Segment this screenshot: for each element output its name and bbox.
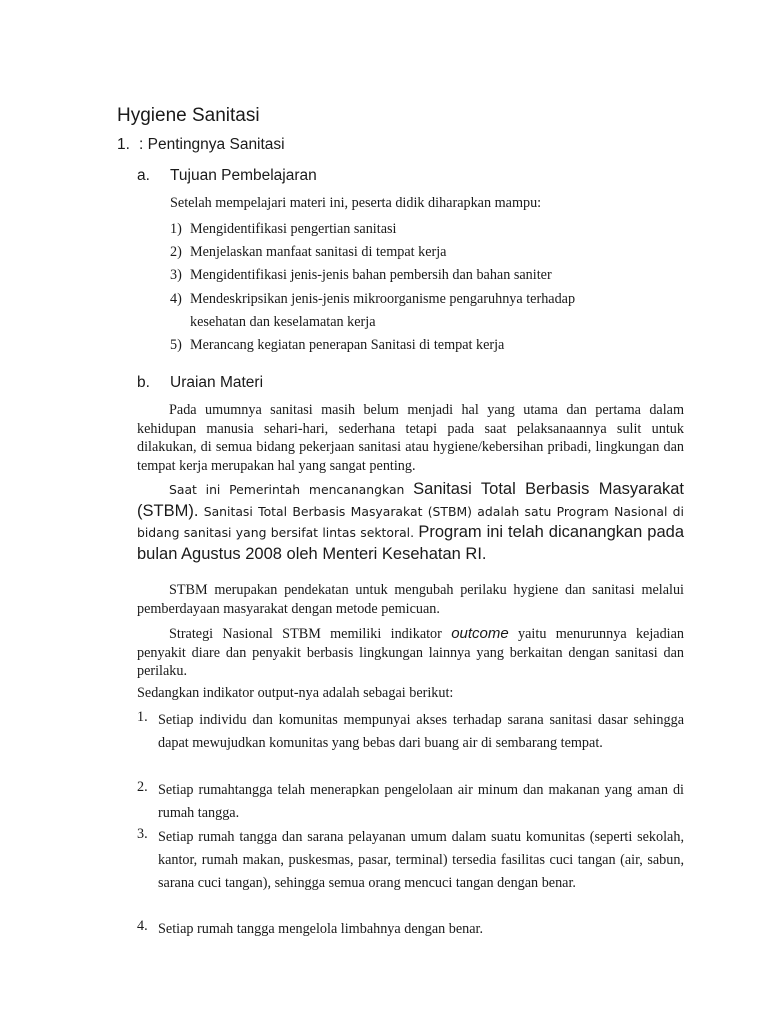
document-title: Hygiene Sanitasi [117,105,260,126]
objective-text-continued: kesehatan dan keselamatan kerja [190,314,376,330]
strategy-text-a: Strategi Nasional STBM memiliki indikator [169,626,452,642]
output-number: 4. [137,918,148,934]
objective-item [170,221,396,238]
paragraph-stbm [137,479,684,565]
objective-text: Menjelaskan manfaat sanitasi di tempat kerja [190,244,447,260]
output-text: Setiap rumah tangga mengelola limbahnya dengan benar. [158,921,484,937]
paragraph-stbm-approach [137,581,684,618]
objective-item [170,267,552,284]
subsection-b-heading [137,374,263,392]
objective-text: Merancang kegiatan penerapan Sanitasi di tempat kerja [190,337,505,353]
output-intro: Sedangkan indikator output-nya adalah sebagai berikut: [137,685,454,701]
objective-text: Mengidentifikasi jenis-jenis bahan pembersih dan bahan saniter [190,267,552,283]
outcome-term: outcome [451,625,509,642]
strategy-text-b: yaitu menurunnya kejadian penyakit diare dan penyakit berbasis lingkungan lainnya yang berkaitan dengan sanitasi dan perilaku. [137,626,684,680]
paragraph-stbm-approach-text: STBM merupakan pendekatan untuk mengubah perilaku hygiene dan sanitasi melalui pemberdayaan masyarakat dengan metode pemicuan. [137,582,684,617]
stbm-text-c: Sanitasi Total Berbasis Masyarakat (STBM) adalah satu Program Nasional di bidang sanitasi yang bersifat lintas sektoral. [137,503,684,540]
output-text: Setiap rumahtangga telah menerapkan pengelolaan air minum dan makanan yang aman di rumah tangga. [158,782,684,821]
objective-item [170,291,575,308]
subsection-b-title: Uraian Materi [170,374,264,391]
stbm-text-b: Sanitasi Total Berbasis Masyarakat (STBM). [137,480,685,520]
objective-item [170,244,446,261]
objective-number: 5) [170,337,182,353]
objective-number: 1) [170,221,182,237]
output-number: 1. [137,709,148,725]
objective-text: Mendeskripsikan jenis-jenis mikroorganisme pengaruhnya terhadap [190,291,576,307]
output-text: Setiap rumah tangga dan sarana pelayanan umum dalam suatu komunitas (seperti sekolah, kantor, rumah makan, puskesmas, pasar, terminal) tersedia fasilitas cuci tangan (air, sabun, sarana cuci tangan), sehingga semua orang mencuci tangan dengan benar. [158,829,684,891]
section-label: : Pentingnya Sanitasi [139,136,285,153]
stbm-text-a: Saat ini Pemerintah mencanangkan [169,482,414,497]
subsection-b-marker: b. [137,374,150,391]
subsection-a-title: Tujuan Pembelajaran [170,167,317,184]
paragraph-intro-text: Pada umumnya sanitasi masih belum menjadi hal yang utama dan pertama dalam kehidupan manusia sehari-hari, sederhana tetapi pada saat pelaksanaannya sulit untuk dilakukan, di semua bidang pekerjaan sanitasi atau hygiene/kebersihan pribadi, lingkungan dan tempat kerja merupakan hal yang sangat penting. [137,402,684,475]
objective-text: Mengidentifikasi pengertian sanitasi [190,221,397,237]
section-heading [117,136,285,154]
objective-number: 2) [170,244,182,260]
section-number: 1. [117,136,130,153]
objective-number: 3) [170,267,182,283]
stbm-text-d: Program ini telah dicanangkan pada bulan Agustus 2008 oleh Menteri Kesehatan RI. [137,523,684,563]
subsection-a-marker: a. [137,167,150,184]
objective-item [170,337,504,354]
paragraph-strategy [137,625,684,681]
objectives-lead: Setelah mempelajari materi ini, peserta didik diharapkan mampu: [170,195,542,211]
paragraph-intro [137,401,684,476]
output-number: 3. [137,826,148,842]
output-number: 2. [137,779,148,795]
subsection-a-heading [137,167,317,185]
objective-number: 4) [170,291,182,307]
output-text: Setiap individu dan komunitas mempunyai akses terhadap sarana sanitasi dasar sehingga dapat mewujudkan komunitas yang bebas dari buang air di sembarang tempat. [158,712,684,751]
